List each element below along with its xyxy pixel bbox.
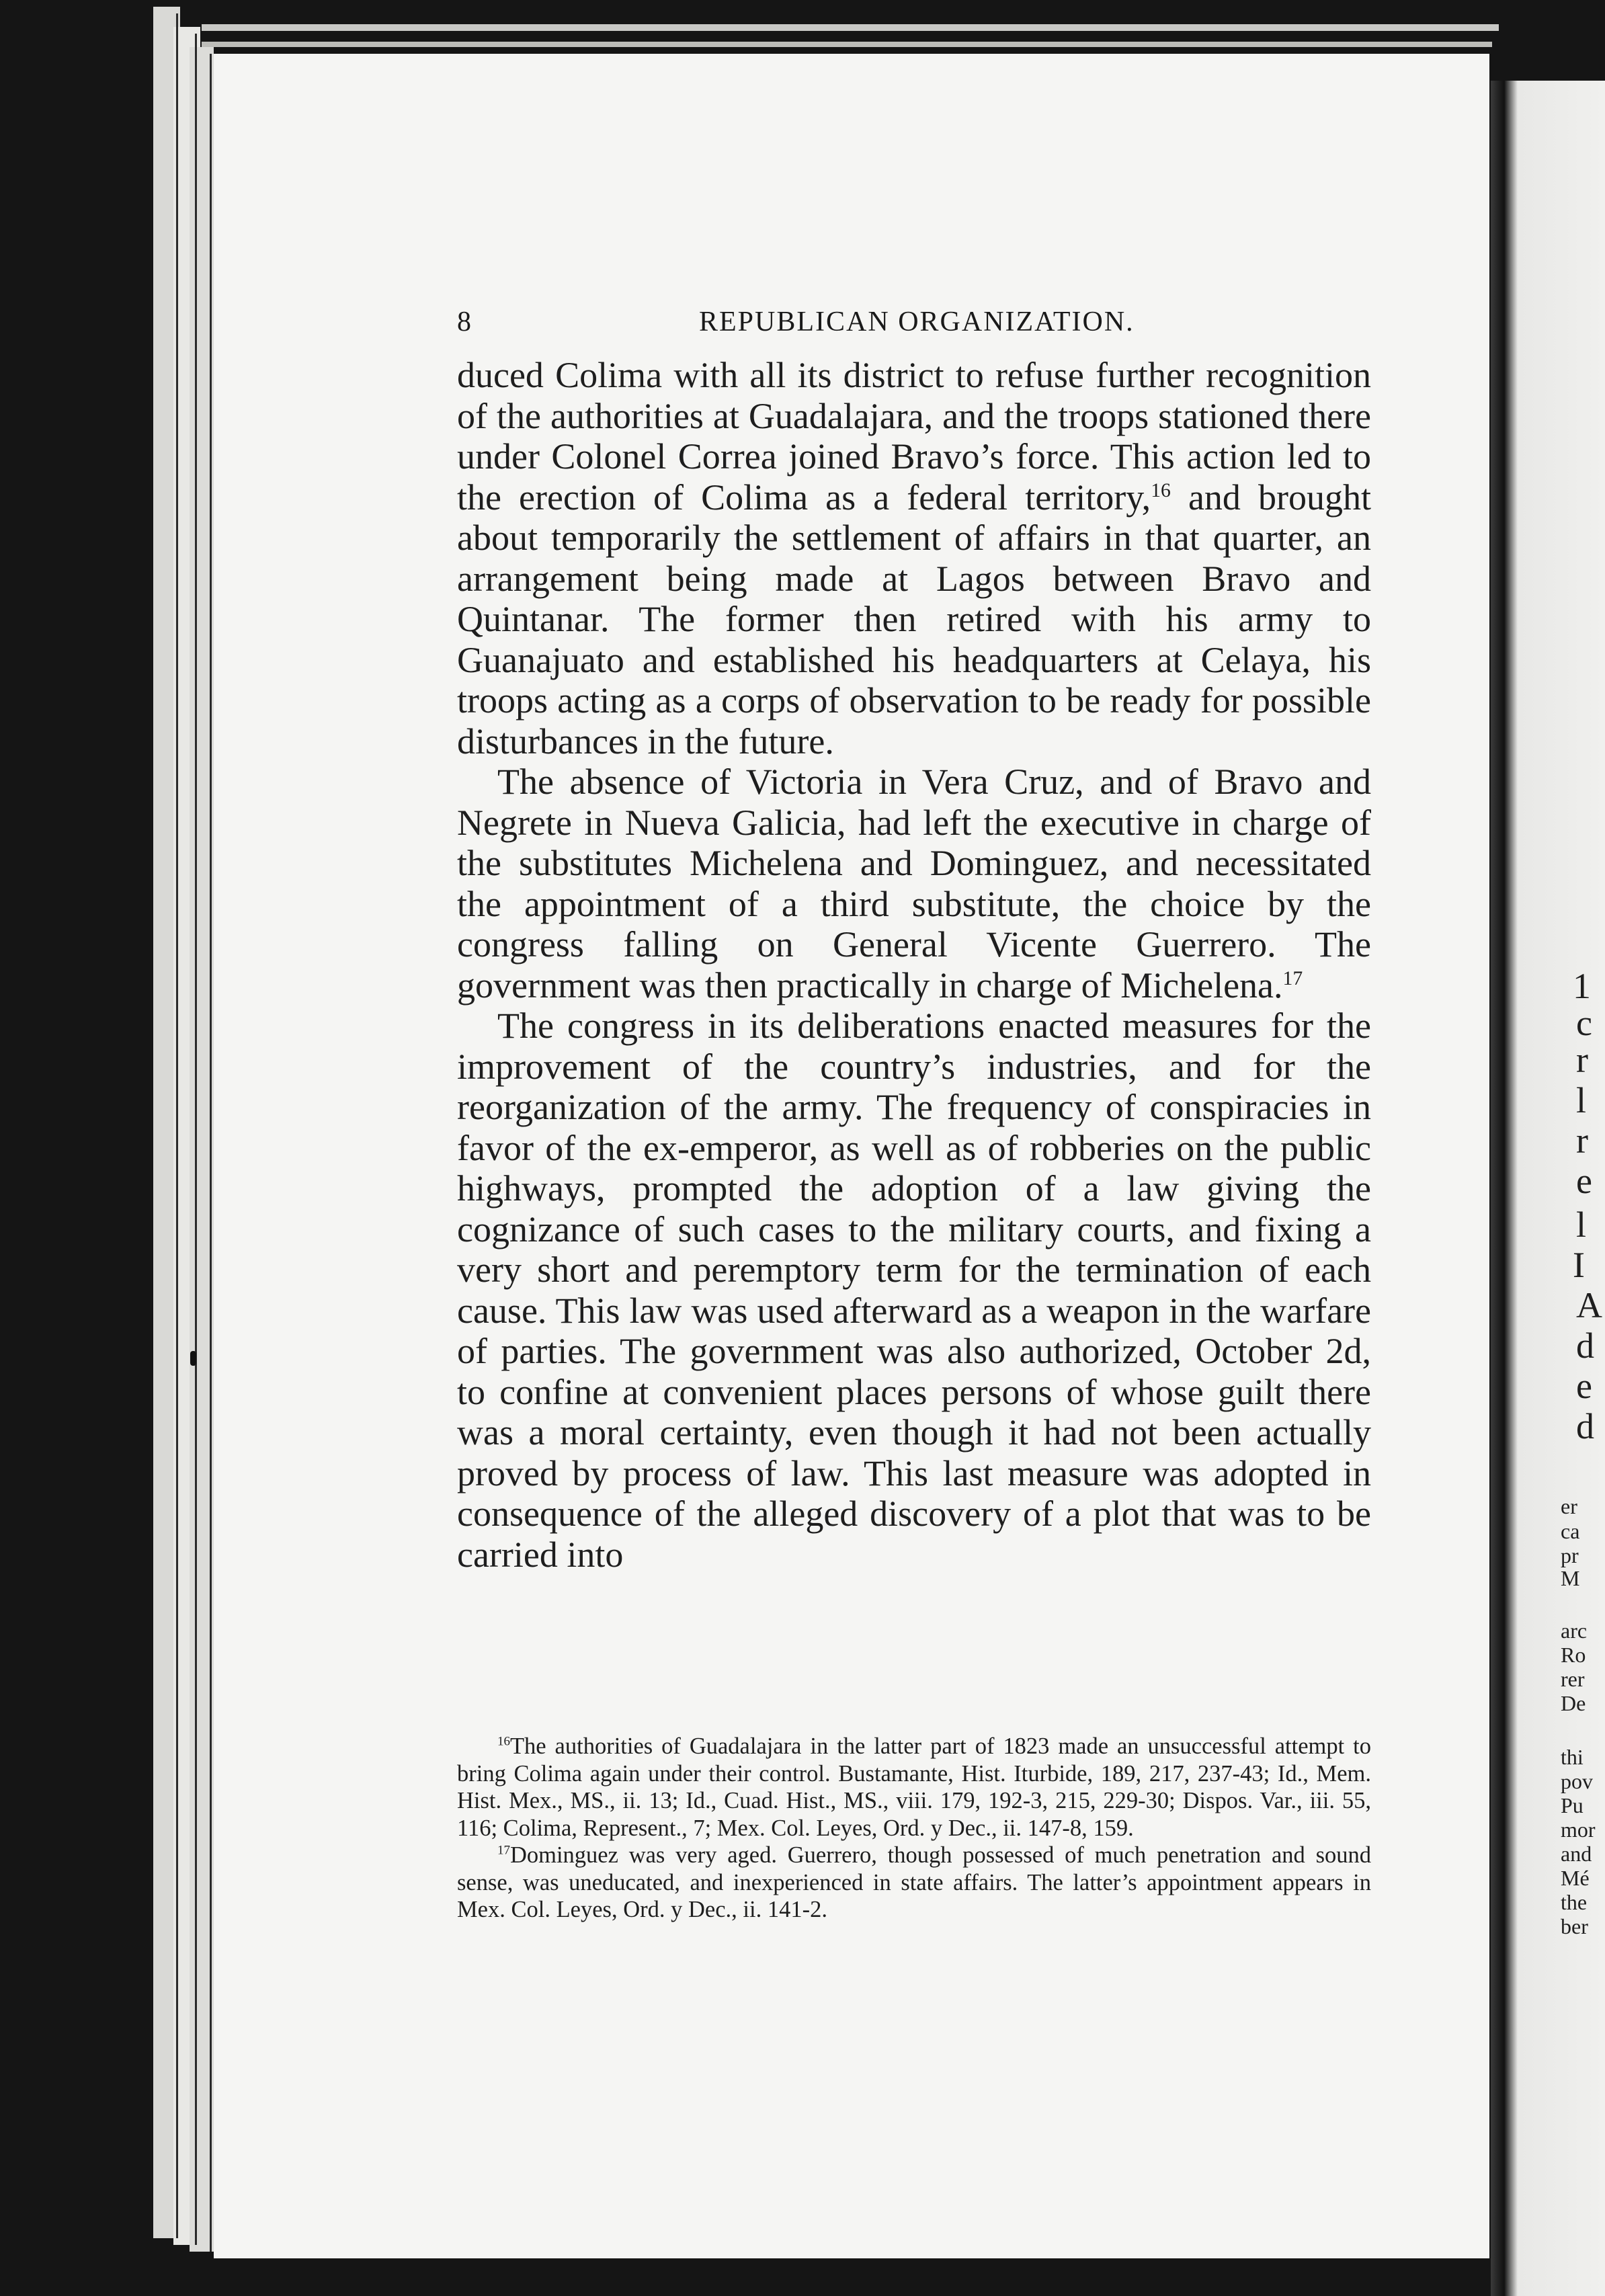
footnote-number: 16: [497, 1734, 510, 1749]
facing-page-fragment: mor: [1561, 1817, 1596, 1842]
facing-page-fragment: rer: [1561, 1667, 1585, 1691]
facing-page-fragment: M: [1561, 1566, 1580, 1590]
running-head: REPUBLICAN ORGANIZATION.: [699, 306, 1135, 337]
page-stack-line: [195, 34, 197, 2245]
facing-page-fragment: the: [1561, 1890, 1588, 1914]
body-text: [457, 355, 1371, 1575]
facing-page-fragment: pov: [1561, 1769, 1593, 1793]
facing-page-fragment: pr: [1561, 1543, 1579, 1567]
page-stack-line: [176, 13, 178, 2238]
facing-page-fragment: thi: [1561, 1745, 1583, 1769]
paragraph-text: The congress in its deliberations enacted measures for the improvement of the country’s industries, and for the reorganization of the army. The frequency of conspiracies in favor of the ex-emperor, as well as of robberies on the public highways, prompted the adoption of a law giving the cognizance of such cases to the military courts, and fixing a very short and peremptory term for the termination of each cause. This law was used afterward as a weapon in the warfare of parties. The government was also authorized, October 2d, to confine at convenient places persons of whose guilt there was a moral certainty, even though it had not been actually proved by process of law. This last measure was adopted in consequence of the alleged discovery of a plot that was to be carried into: [457, 1006, 1371, 1575]
footnote-ref: 16: [1151, 479, 1171, 501]
facing-page-fragment: and: [1561, 1842, 1592, 1866]
facing-page-fragment: Mé: [1561, 1866, 1590, 1890]
footnote-text: Dominguez was very aged. Guerrero, though possessed of much penetration and sound sense, was uneducated, and inexperienced in state affairs. The latter’s appointment appears in Mex. Col. Leyes, Ord. y Dec., ii. 141-2.: [457, 1842, 1371, 1922]
binding-mark: [190, 1351, 196, 1366]
facing-page-letter: l: [1576, 1080, 1587, 1120]
footnote: [457, 1842, 1371, 1924]
paragraph-text: and brought about temporarily the settlement of affairs in that quarter, an arrangement being made at Lagos between Bravo and Quintanar. The former then retired with his army to Guanajuato and established his headquarters at Celaya, his troops acting as a corps of observation to be ready for possible disturbances in the future.: [457, 477, 1372, 762]
paragraph-text: duced Colima with all its district to refuse further recognition of the authorities at Guadalajara, and the troops stationed there under Colonel Correa joined Bravo’s force. This action led to the erection of Colima as a federal territory,: [457, 355, 1371, 518]
facing-page-letter: e: [1576, 1161, 1592, 1201]
footnote-number: 17: [497, 1843, 510, 1858]
footnote: [457, 1733, 1371, 1842]
page-top-edge: [202, 42, 1492, 47]
page-top-edge: [202, 24, 1499, 31]
facing-page-fragment: Pu: [1561, 1793, 1583, 1817]
paragraph: [457, 762, 1371, 1006]
facing-page-fragment: De: [1561, 1691, 1586, 1715]
page-number: 8: [457, 306, 472, 337]
facing-page-letter: d: [1576, 1406, 1594, 1446]
page-header: [457, 306, 1371, 353]
facing-page-fragment: er: [1561, 1494, 1577, 1518]
facing-page-fragment: ber: [1561, 1914, 1588, 1938]
paragraph-text: The absence of Victoria in Vera Cruz, and of Bravo and Negrete in Nueva Galicia, had left the executive in charge of the substitutes Michelena and Dominguez, and necessitated the appointment of a third substitute, the choice by the congress falling on General Vicente Guerrero. The government was then practically in charge of Michelena.: [457, 762, 1371, 1006]
facing-page-letter: e: [1576, 1366, 1592, 1406]
facing-page-letter: d: [1576, 1325, 1594, 1366]
facing-page-letter: A: [1576, 1285, 1602, 1325]
facing-page-letter: 1: [1573, 966, 1591, 1006]
facing-page-letter: r: [1576, 1040, 1588, 1080]
facing-page-fragment: Ro: [1561, 1643, 1586, 1667]
facing-page-letter: I: [1573, 1245, 1585, 1285]
facing-page-fragment: ca: [1561, 1519, 1580, 1543]
footnote-ref: 17: [1282, 967, 1303, 989]
footnotes: [457, 1733, 1371, 1924]
page-stack-line: [210, 54, 212, 2252]
facing-page-letter: r: [1576, 1120, 1588, 1161]
paragraph: [457, 1006, 1371, 1575]
paragraph: [457, 355, 1371, 762]
footnote-text: The authorities of Guadalajara in the latter part of 1823 made an unsuccessful attempt to bring Colima again under their control. Bustamante, Hist. Iturbide, 189, 217, 237-43; Id., Mem. Hist. Mex., MS., ii. 13; Id., Cuad. Hist., MS., viii. 179, 192-3, 215, 229-30; Dispos. Var., iii. 55, 116; Colima, Represent., 7; Mex. Col. Leyes, Ord. y Dec., ii. 147-8, 159.: [457, 1733, 1371, 1841]
facing-page-letter: c: [1576, 1003, 1592, 1043]
facing-page-fragment: arc: [1561, 1618, 1588, 1643]
facing-page-letter: l: [1576, 1204, 1587, 1245]
